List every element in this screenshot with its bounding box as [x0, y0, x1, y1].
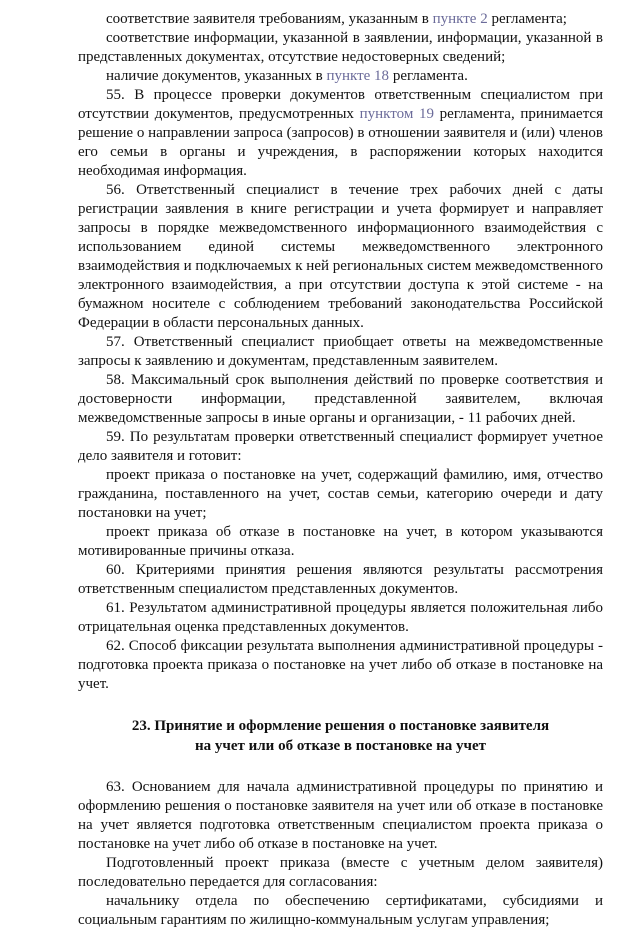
paragraph-56: 56. Ответственный специалист в течение трех рабочих дней с даты регистрации заявления в книге регистрации и учета формирует и направляет запросы в порядке межведомственного информационного взаимодействия с использованием единой системы межведомственного электронного взаимодействия и подключаемых к ней региональных систем межведомственного электронного взаимодействия, а при отсутствии доступа к этой системе - на бумажном носителе с соблюдением требований законодательства Российской Федерации в области персональных данных. — [78, 182, 603, 331]
paragraph-60: 60. Критериями принятия решения являются результаты рассмотрения ответственным специалистом представленных документов. — [78, 562, 603, 597]
paragraph-63: 63. Основанием для начала административной процедуры по принятию и оформлению решения о постановке заявителя на учет или об отказе в постановке на учет является подготовка ответственным специалистом проекта приказа о постановке на учет либо об отказе в постановке на учет. — [78, 779, 603, 852]
paragraph-61: 61. Результатом административной процедуры является положительная либо отрицательная оценка представленных документов. — [78, 600, 603, 635]
paragraph-55: 55. В процессе проверки документов ответственным специалистом при отсутствии документов, предусмотренных пунктом 19 регламента, принимается решение о направлении запроса (запросов) в отношении заявителя и (или) членов его семьи в органы и учреждения, в распоряжении которых находится необходимая информация. — [78, 87, 603, 179]
paragraph-info-compliance: соответствие информации, указанной в заявлении, информации, указанной в представленных документах, отсутствие недостоверных сведений; — [78, 30, 603, 65]
paragraph-requirement-compliance: соответствие заявителя требованиям, указанным в пункте 2 регламента; — [106, 11, 567, 27]
section-heading — [78, 716, 603, 756]
paragraph-59: 59. По результатам проверки ответственный специалист формирует учетное дело заявителя и готовит: — [78, 429, 603, 464]
paragraph-58: 58. Максимальный срок выполнения действий по проверке соответствия и достоверности информации, представленной заявителем, включая межведомственные запросы в иные органы и организации, - 11 рабочих дней. — [78, 372, 603, 426]
section-heading-line-2: на учет или об отказе в постановке на учет — [195, 738, 486, 754]
paragraph-63-approval: Подготовленный проект приказа (вместе с учетным делом заявителя) последовательно передается для согласования: — [78, 855, 603, 890]
paragraph-59-order-registration: проект приказа о постановке на учет, содержащий фамилию, имя, отчество гражданина, поставленного на учет, состав семьи, категорию очереди и дату постановки на учет; — [78, 467, 603, 521]
link-point-19[interactable]: пунктом 19 — [359, 106, 434, 122]
paragraph-63-department-head: начальнику отдела по обеспечению сертификатами, субсидиями и социальным гарантиям по жилищно-коммунальным услугам управления; — [78, 893, 603, 928]
paragraph-57: 57. Ответственный специалист приобщает ответы на межведомственные запросы к заявлению и документам, представленным заявителем. — [78, 334, 603, 369]
paragraph-59-order-refusal: проект приказа об отказе в постановке на учет, в котором указываются мотивированные причины отказа. — [78, 524, 603, 559]
section-heading-line-1: 23. Принятие и оформление решения о постановке заявителя — [131, 718, 550, 734]
link-point-2[interactable]: пункте 2 — [432, 11, 488, 27]
paragraph-62: 62. Способ фиксации результата выполнения административной процедуры - подготовка проекта приказа о постановке на учет либо об отказе в постановке на учет. — [78, 638, 603, 692]
link-point-18[interactable]: пункте 18 — [326, 68, 390, 84]
paragraph-documents-presence: наличие документов, указанных в пункте 18 регламента. — [106, 68, 468, 84]
